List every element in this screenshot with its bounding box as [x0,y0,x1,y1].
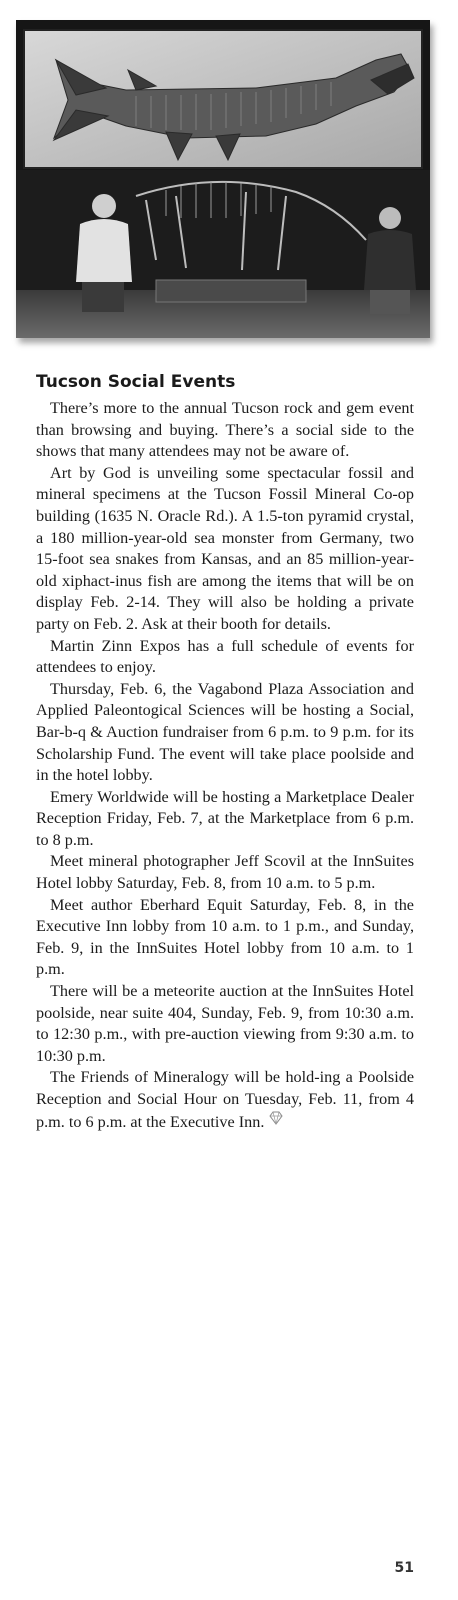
article-paragraph: Art by God is unveiling some spectacular fossil and mineral specimens at the Tucson Fossil Mineral Co-op building (1635 N. Oracle Rd.). A 1.5-ton pyramid crystal, a 180 million-year-old sea monster from Germany, two 15-foot sea snakes from Kansas, and an 85 million-year-old xiphact-inus fish are among the items that will be on display Feb. 2-14. They will also be holding a private party on Feb. 2. Ask at their booth for details. [36,463,414,633]
article-paragraph: Meet mineral photographer Jeff Scovil at the InnSuites Hotel lobby Saturday, Feb. 8, from 10 a.m. to 5 p.m. [36,852,414,893]
article-paragraph: There will be a meteorite auction at the InnSuites Hotel poolside, near suite 404, Sunday, Feb. 9, from 10:30 a.m. to 12:30 p.m., with pre-auction viewing from 9:30 a.m. to 10:30 p.m. [36,982,414,1065]
article-headline: Tucson Social Events [36,372,236,392]
article-paragraph: Thursday, Feb. 6, the Vagabond Plaza Association and Applied Paleontogical Sciences will be hosting a Social, Bar-b-q & Auction fundraiser from 6 p.m. to 9 p.m. for its Scholarship Fund. The event will take place poolside and in the hotel lobby. [36,679,414,785]
article-paragraph: Martin Zinn Expos has a full schedule of events for attendees to enjoy. [36,636,414,677]
gem-icon [268,1111,284,1125]
fossil-photo [16,20,430,338]
page-number: 51 [394,1560,414,1576]
article-paragraph-text: The Friends of Mineralogy will be hold-ing a Poolside Reception and Social Hour on Tuesday, Feb. 11, from 4 p.m. to 6 p.m. at the Executive Inn. [36,1068,414,1131]
article-paragraph-last [36,1067,414,1133]
article [36,370,414,1133]
article-paragraph: Meet author Eberhard Equit Saturday, Feb. 8, in the Executive Inn lobby from 10 a.m. to 1 p.m., and Sunday, Feb. 9, in the InnSuites Hotel lobby from 10 a.m. to 1 p.m. [36,895,414,979]
article-paragraph: Emery Worldwide will be hosting a Marketplace Dealer Reception Friday, Feb. 7, at the Marketplace from 6 p.m. to 8 p.m. [36,787,414,849]
article-paragraph: There’s more to the annual Tucson rock and gem event than browsing and buying. There’s a social side to the shows that many attendees may not be aware of. [36,399,414,461]
